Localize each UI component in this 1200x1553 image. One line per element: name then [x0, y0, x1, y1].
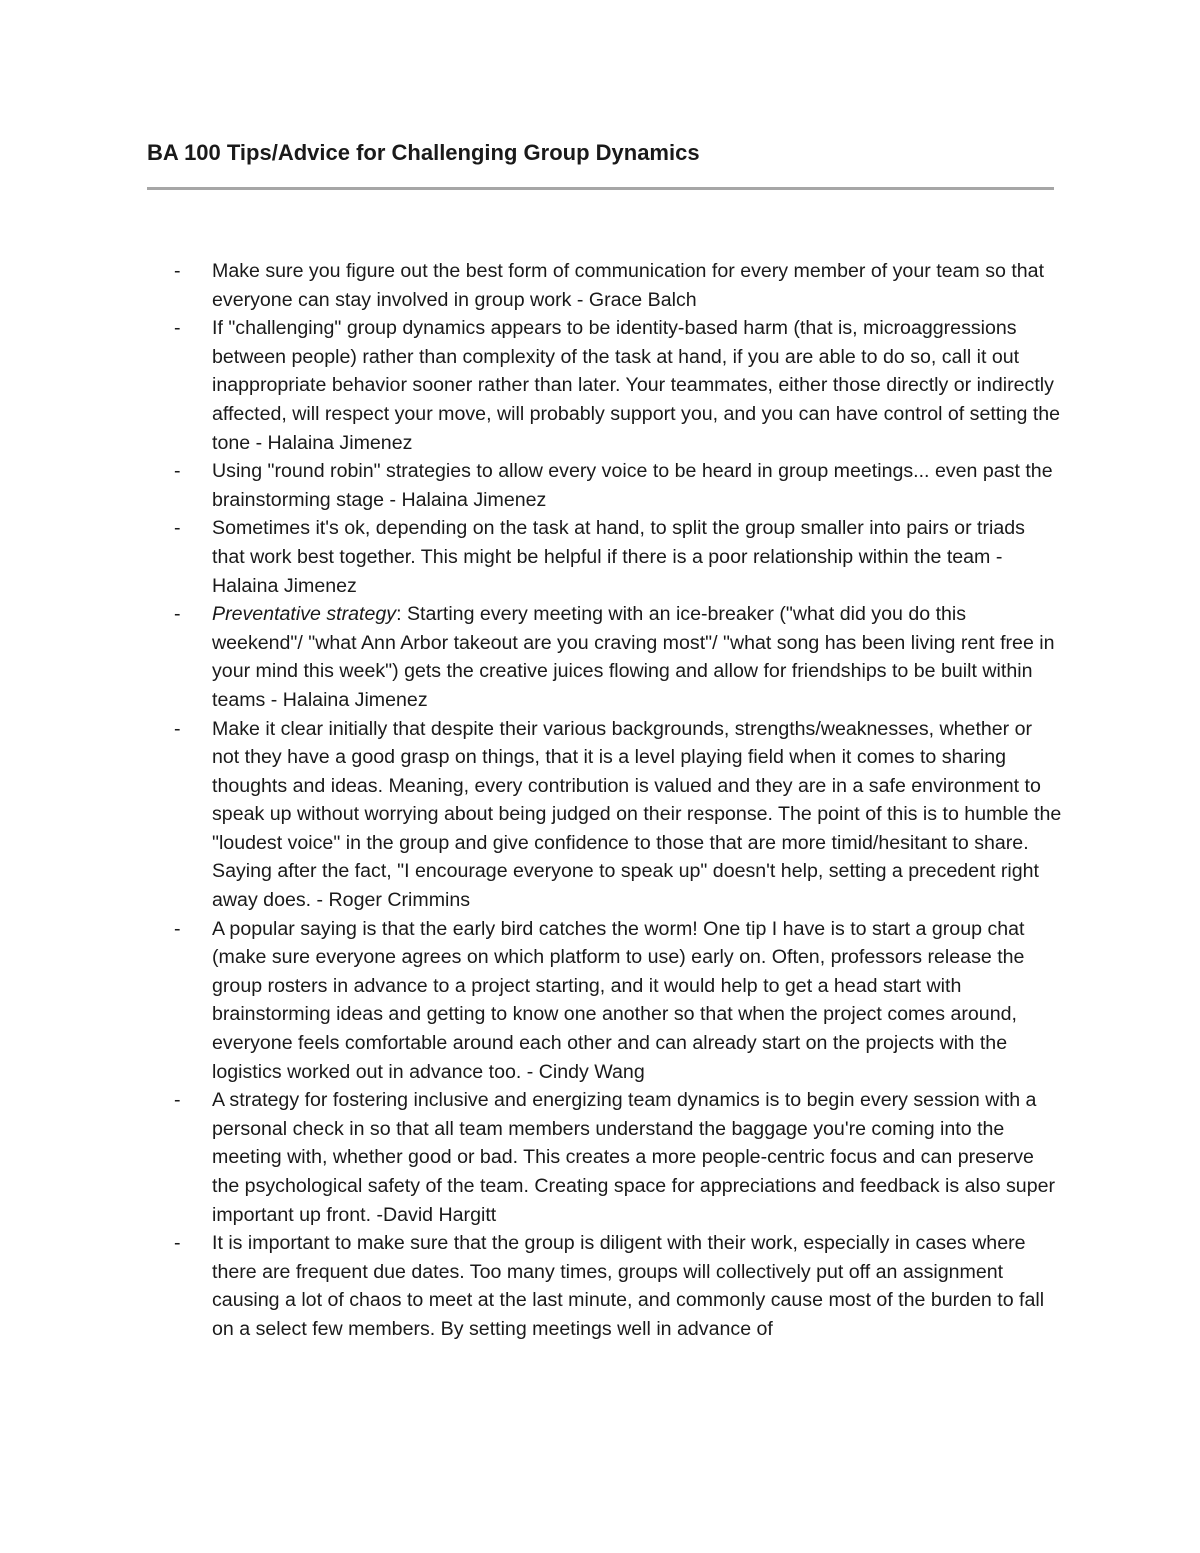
- tip-item: [172, 915, 1062, 1087]
- tip-italic-prefix: Preventative strategy: [212, 603, 397, 626]
- tip-text: A popular saying is that the early bird catches the worm! One tip I have is to start a group chat (make sure everyone agrees on which platform to use) early on. Often, professors release the group rosters in advance to a project starting, and it would help to get a head start with brainstorming ideas and getting to know one another so that when the project comes around, everyone feels comfortable around each other and can already start on the projects with the logistics worked out in advance too. - Cindy Wang: [212, 917, 1025, 1083]
- tips-list: [172, 257, 1062, 1344]
- title-divider: [147, 187, 1054, 190]
- tip-text: Make sure you figure out the best form of communication for every member of your team so that everyone can stay involved in group work - Grace Balch: [212, 260, 1045, 311]
- tip-item: [172, 257, 1062, 314]
- tip-item: [172, 514, 1062, 600]
- tip-text: A strategy for fostering inclusive and energizing team dynamics is to begin every session with a personal check in so that all team members understand the baggage you're coming into the meeting with, whether good or bad. This creates a more people-centric focus and can preserve the psychological safety of the team. Creating space for appreciations and feedback is also super important up front. -David Hargitt: [212, 1089, 1056, 1226]
- tip-item: [172, 457, 1062, 514]
- tip-item: [172, 600, 1062, 714]
- bullet-dash: -: [174, 517, 181, 540]
- tip-item: [172, 1086, 1062, 1229]
- bullet-dash: -: [174, 260, 181, 282]
- bullet-dash: -: [174, 1089, 181, 1112]
- bullet-dash: -: [174, 460, 181, 483]
- bullet-dash: -: [174, 603, 181, 626]
- tip-item: [172, 1229, 1062, 1343]
- tip-text: Make it clear initially that despite their various backgrounds, strengths/weaknesses, whether or not they have a good grasp on things, that it is a level playing field when it comes to sharing thoughts and ideas. Meaning, every contribution is valued and they are in a safe environment to speak up without worrying about being judged on their response. The point of this is to humble the "loudest voice" in the group and give confidence to those that are more timid/hesitant to share. Saying after the fact, "I encourage everyone to speak up" doesn't help, setting a precedent right away does. - Roger Crimmins: [212, 717, 1062, 912]
- tip-text: Sometimes it's ok, depending on the task at hand, to split the group smaller into pairs or triads that work best together. This might be helpful if there is a poor relationship within the team - Halaina Jimenez: [212, 517, 1025, 597]
- tip-item: [172, 715, 1062, 915]
- bullet-dash: -: [174, 717, 181, 740]
- tip-text: [212, 603, 1055, 711]
- tip-text: Using "round robin" strategies to allow every voice to be heard in group meetings... even past the brainstorming stage - Halaina Jimenez: [212, 460, 1053, 511]
- tip-text: It is important to make sure that the group is diligent with their work, especially in cases where there are frequent due dates. Too many times, groups will collectively put off an assignment causing a lot of chaos to meet at the last minute, and commonly cause most of the burden to fall on a select few members. By setting meetings well in advance of: [212, 1232, 1045, 1340]
- bullet-dash: -: [174, 317, 181, 340]
- tip-text-body: : Starting every meeting with an ice-breaker ("what did you do this weekend"/ "what Ann Arbor takeout are you craving most"/ "what song has been living rent free in your mind this week") gets the creative juices flowing and allow for friendships to be built within teams - Halaina Jimenez: [212, 603, 1055, 711]
- document-title: BA 100 Tips/Advice for Challenging Group Dynamics: [147, 140, 700, 165]
- bullet-dash: -: [174, 1232, 181, 1255]
- tip-text: If "challenging" group dynamics appears to be identity-based harm (that is, microaggressions between people) rather than complexity of the task at hand, if you are able to do so, call it out inappropriate behavior sooner rather than later. Your teammates, either those directly or indirectly affected, will respect your move, will probably support you, and you can have control of setting the tone - Halaina Jimenez: [212, 317, 1061, 454]
- tip-item: [172, 314, 1062, 457]
- bullet-dash: -: [174, 917, 181, 940]
